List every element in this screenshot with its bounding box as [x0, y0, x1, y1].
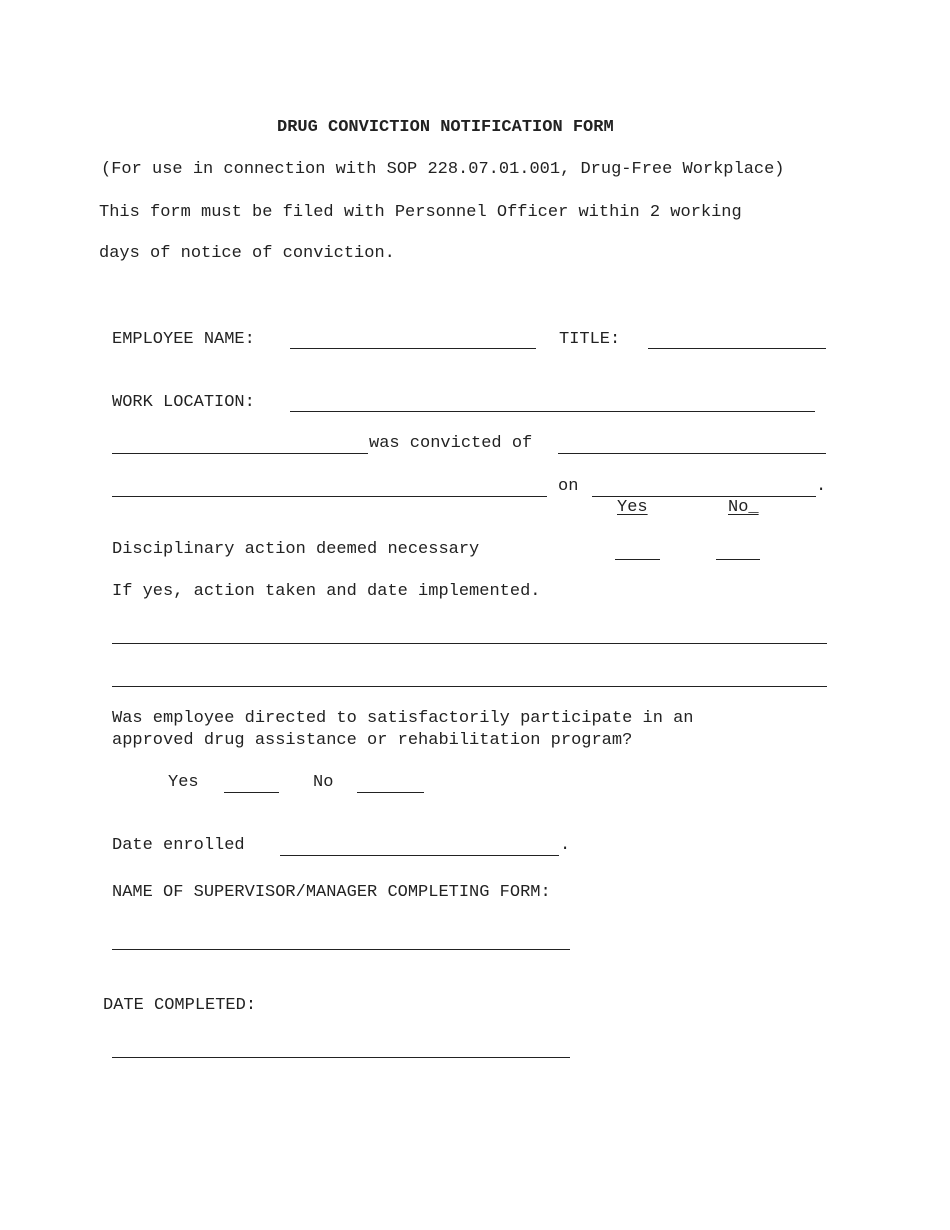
work-location-field[interactable] — [290, 411, 815, 412]
conviction-date-field[interactable] — [592, 496, 816, 497]
date-enrolled-field[interactable] — [280, 855, 559, 856]
yes-column-header: Yes — [617, 498, 648, 517]
work-location-label: WORK LOCATION: — [112, 393, 255, 412]
disciplinary-action-label: Disciplinary action deemed necessary — [112, 540, 480, 559]
disciplinary-yes-field[interactable] — [615, 559, 660, 560]
convicted-employee-field[interactable] — [112, 453, 368, 454]
employee-name-label: EMPLOYEE NAME: — [112, 330, 255, 349]
date-enrolled-label: Date enrolled — [112, 836, 245, 855]
date-completed-field[interactable] — [112, 1057, 570, 1058]
rehab-no-field[interactable] — [357, 792, 424, 793]
title-label: TITLE: — [559, 330, 621, 349]
no-column-header: No_ — [728, 498, 759, 517]
instructions-line-1: This form must be filed with Personnel Officer within 2 working — [99, 203, 742, 222]
rehab-yes-field[interactable] — [224, 792, 279, 793]
conviction-offense-field[interactable] — [558, 453, 826, 454]
disciplinary-no-field[interactable] — [716, 559, 760, 560]
rehab-question-line-1: Was employee directed to satisfactorily participate in an — [112, 709, 694, 728]
date-enrolled-period: . — [560, 836, 571, 855]
form-subtitle: (For use in connection with SOP 228.07.01.001, Drug-Free Workplace) — [101, 160, 785, 179]
action-taken-field-1[interactable] — [112, 643, 827, 644]
instructions-line-2: days of notice of conviction. — [99, 244, 395, 263]
employee-name-field[interactable] — [290, 348, 536, 349]
action-taken-field-2[interactable] — [112, 686, 827, 687]
rehab-no-label: No — [313, 773, 334, 792]
convicted-of-label: was convicted of — [369, 434, 533, 453]
form-title: DRUG CONVICTION NOTIFICATION FORM — [277, 118, 614, 137]
rehab-question-line-2: approved drug assistance or rehabilitation program? — [112, 731, 633, 750]
if-yes-label: If yes, action taken and date implemented. — [112, 582, 541, 601]
date-completed-label: DATE COMPLETED: — [103, 996, 257, 1015]
title-field[interactable] — [648, 348, 826, 349]
supervisor-label: NAME OF SUPERVISOR/MANAGER COMPLETING FORM: — [112, 883, 551, 902]
supervisor-name-field[interactable] — [112, 949, 570, 950]
conviction-offense-continued-field[interactable] — [112, 496, 547, 497]
on-label: on — [558, 477, 579, 496]
conviction-date-period: . — [816, 477, 827, 496]
rehab-yes-label: Yes — [168, 773, 199, 792]
